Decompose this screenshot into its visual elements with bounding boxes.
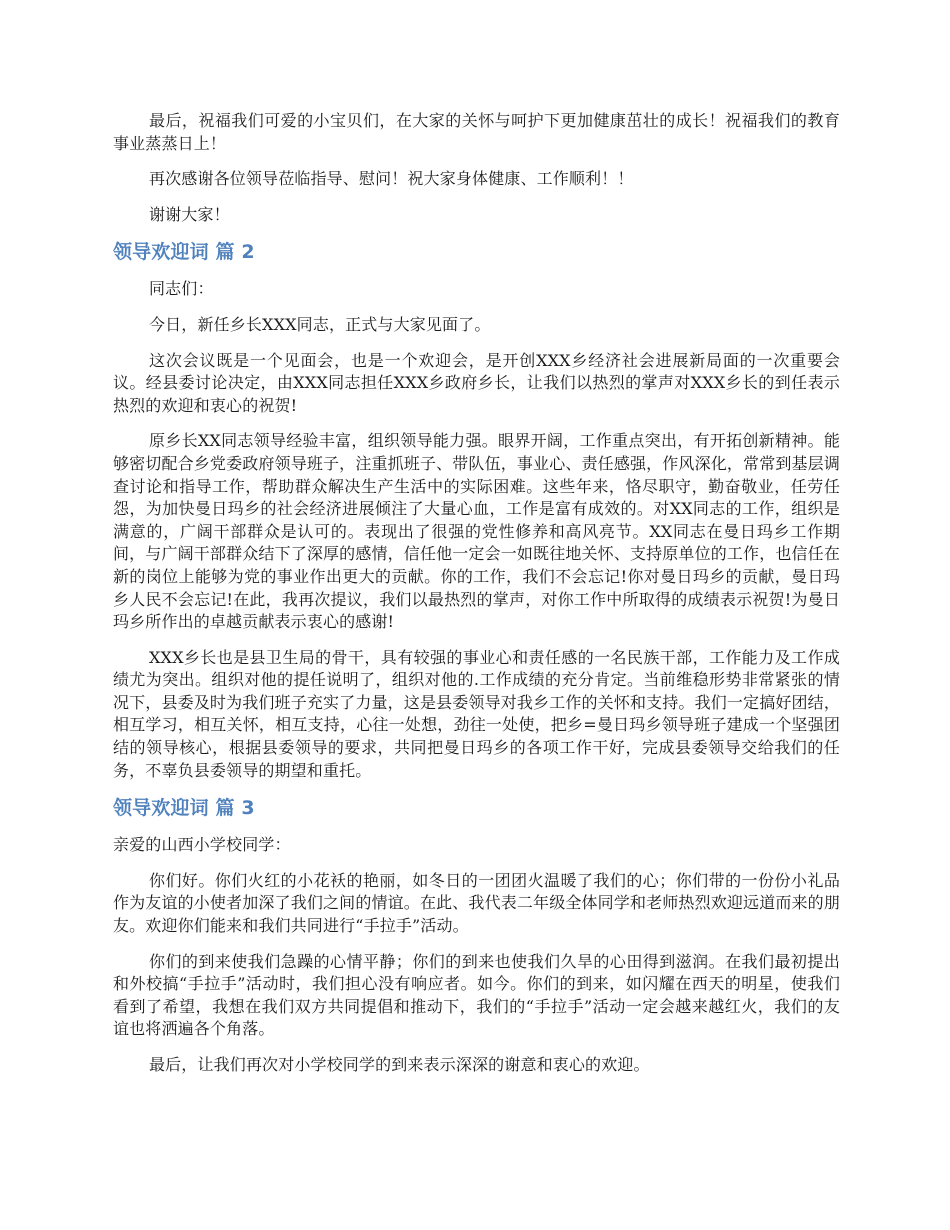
section-3 [113,795,840,1076]
paragraph: 谢谢大家！ [149,204,230,224]
paragraph: XXX乡长也是县卫生局的骨干，具有较强的事业心和责任感的一名民族干部，工作能力及工作成绩尤为突出。组织对他的提任说明了，组织对他的.工作成绩的充分肯定。当前维稳形势非常紧张的情况下，县委及时为我们班子充实了力量，这是县委领导对我乡工作的关怀和支持。我们一定搞好团结，相互学习，相互关怀，相互支持，心往一处想，劲往一处使，把乡=曼日玛乡领导班子建成一个坚强团结的领导核心，根据县委领导的要求，共同把曼日玛乡的各项工作干好，完成县委领导交给我们的任务，不辜负县委领导的期望和重托。 [113,647,840,780]
paragraph: 再次感谢各位领导莅临指导、慰问！祝大家身体健康、工作顺利！！ [149,169,634,189]
paragraph: 今日，新任乡长XXX同志，正式与大家见面了。 [149,314,491,334]
document-page [113,110,840,1090]
paragraph: 原乡长XX同志领导经验丰富，组织领导能力强。眼界开阔，工作重点突出，有开拓创新精神。能够密切配合乡党委政府领导班子，注重抓班子、带队伍，事业心、责任感强，作风深化，常常到基层调查讨论和指导工作，帮助群众解决生产生活中的实际困难。这些年来，恪尽职守，勤奋敬业，任劳任怨，为加快曼日玛乡的社会经济进展倾注了大量心血，工作是富有成效的。对XX同志的工作，组织是满意的，广阔干部群众是认可的。表现出了很强的党性修养和高风亮节。XX同志在曼日玛乡工作期间，与广阔干部群众结下了深厚的感情，信任他一定会一如既往地关怀、支持原单位的工作，也信任在新的岗位上能够为党的事业作出更大的贡献。你的工作，我们不会忘记!你对曼日玛乡的贡献，曼日玛乡人民不会忘记!在此，我再次提议，我们以最热烈的掌声，对你工作中所取得的成绩表示祝贺!为曼日玛乡所作出的卓越贡献表示衷心的感谢! [113,431,840,632]
section-2 [113,239,840,782]
paragraph: 这次会议既是一个见面会，也是一个欢迎会，是开创XXX乡经济社会进展新局面的一次重要会议。经县委讨论决定，由XXX同志担任XXX乡政府乡长，让我们以热烈的掌声对XXX乡长的到任表示热烈的欢迎和衷心的祝贺! [113,350,840,415]
section-heading: 领导欢迎词 篇 2 [113,241,255,264]
paragraph: 你们好。你们火红的小花袄的艳丽，如冬日的一团团火温暖了我们的心；你们带的一份份小礼品作为友谊的小使者加深了我们之间的情谊。在此、我代表二年级全体同学和老师热烈欢迎远道而来的朋友。欢迎你们能来和我们共同进行“手拉手”活动。 [113,870,840,936]
section-heading: 领导欢迎词 篇 3 [113,797,255,820]
paragraph: 最后，祝福我们可爱的小宝贝们，在大家的关怀与呵护下更加健康茁壮的成长！祝福我们的教育事业蒸蒸日上！ [113,111,840,153]
salutation: 亲爱的山西小学校同学： [113,835,291,855]
paragraph: 同志们： [149,279,214,299]
paragraph: 你们的到来使我们急躁的心情平静；你们的到来也使我们久旱的心田得到滋润。在我们最初提出和外校搞“手拉手”活动时，我们担心没有响应者。如今。你们的到来，如闪耀在西天的明星，使我们看到了希望，我想在我们双方共同提倡和推动下，我们的“手拉手”活动一定会越来越红火，我们的友谊也将洒遍各个角落。 [113,951,840,1039]
section-1 [113,110,840,226]
paragraph: 最后，让我们再次对小学校同学的到来表示深深的谢意和衷心的欢迎。 [149,1055,650,1074]
